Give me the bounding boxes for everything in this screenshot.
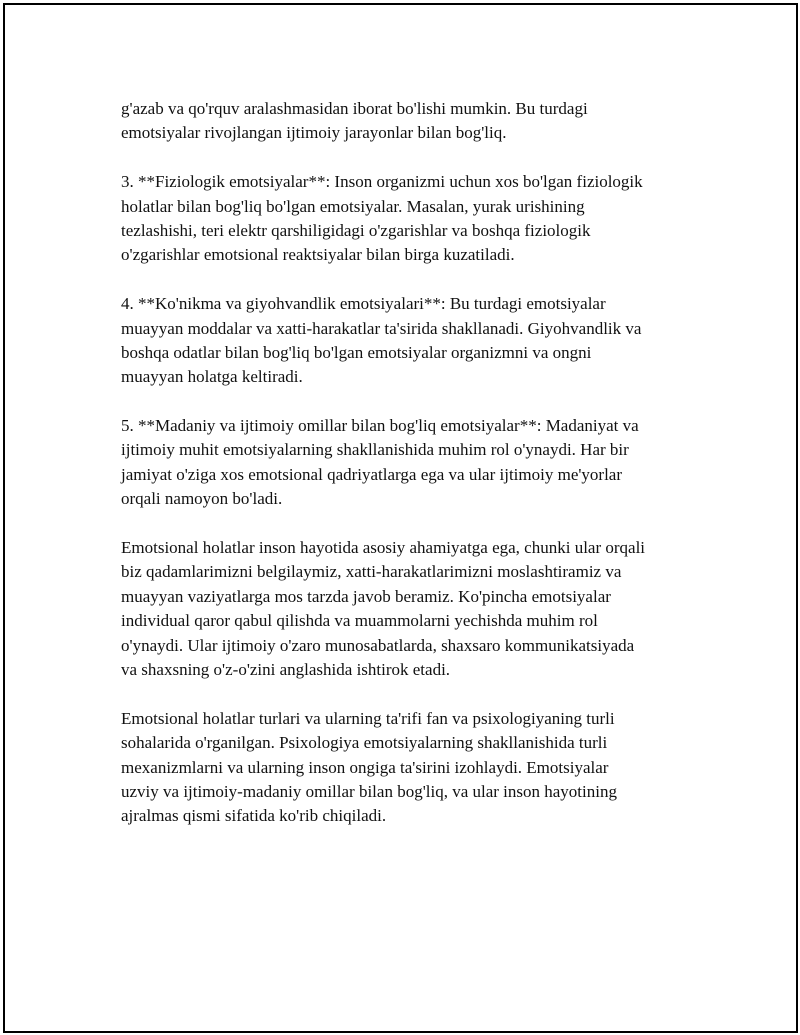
text-line: tezlashishi, teri elektr qarshiligidagi o'zgarishlar va boshqa fiziologik	[121, 220, 591, 240]
text-line: muayyan moddalar va xatti-harakatlar ta'sirida shakllanadi. Giyohvandlik va	[121, 318, 642, 338]
text-line: o'ynaydi. Ular ijtimoiy o'zaro munosabatlarda, shaxsaro kommunikatsiyada	[121, 635, 635, 655]
text-line: orqali namoyon bo'ladi.	[121, 489, 283, 509]
text-line: va shaxsning o'z-o'zini anglashida ishtirok etadi.	[121, 659, 451, 679]
text-line: Emotsional holatlar turlari va ularning ta'rifi fan va psixologiyaning turli	[121, 708, 615, 728]
text-line: holatlar bilan bog'liq bo'lgan emotsiyalar. Masalan, yurak urishining	[121, 196, 585, 216]
text-line: o'zgarishlar emotsional reaktsiyalar bilan birga kuzatiladi.	[121, 245, 515, 265]
paragraph-conclusion	[121, 707, 701, 829]
text-line: mexanizmlarni va ularning inson ongiga ta'sirini izohlaydi. Emotsiyalar	[121, 757, 609, 777]
text-line: ijtimoiy muhit emotsiyalarning shakllanishida muhim rol o'ynaydi. Har bir	[121, 440, 629, 460]
text-line: boshqa odatlar bilan bog'liq bo'lgan emotsiyalar organizmni va ongni	[121, 342, 592, 362]
text-line: biz qadamlarimizni belgilaymiz, xatti-harakatlarimizni moslashtiramiz va	[121, 562, 622, 582]
paragraph-importance	[121, 536, 701, 682]
text-line: emotsiyalar rivojlangan ijtimoiy jarayonlar bilan bog'liq.	[121, 123, 507, 143]
document-body	[121, 97, 701, 853]
text-line: g'azab va qo'rquv aralashmasidan iborat bo'lishi mumkin. Bu turdagi	[121, 99, 588, 118]
paragraph-item-4	[121, 292, 701, 390]
text-line: jamiyat o'ziga xos emotsional qadriyatlarga ega va ular ijtimoiy me'yorlar	[121, 464, 623, 484]
paragraph-item-5	[121, 414, 701, 512]
text-line: 3. **Fiziologik emotsiyalar**: Inson organizmi uchun xos bo'lgan fiziologik	[121, 172, 643, 192]
paragraph-continuation	[121, 97, 701, 146]
text-line: individual qaror qabul qilishda va muammolarni yechishda muhim rol	[121, 611, 598, 631]
text-line: muayyan vaziyatlarga mos tarzda javob beramiz. Ko'pincha emotsiyalar	[121, 586, 611, 606]
text-line: Emotsional holatlar inson hayotida asosiy ahamiyatga ega, chunki ular orqali	[121, 538, 646, 558]
text-line: uzviy va ijtimoiy-madaniy omillar bilan bog'liq, va ular inson hayotining	[121, 781, 617, 801]
text-line: 5. **Madaniy va ijtimoiy omillar bilan bog'liq emotsiyalar**: Madaniyat va	[121, 416, 639, 436]
text-line: 4. **Ko'nikma va giyohvandlik emotsiyalari**: Bu turdagi emotsiyalar	[121, 294, 606, 314]
text-line: sohalarida o'rganilgan. Psixologiya emotsiyalarning shakllanishida turli	[121, 733, 608, 753]
text-line: muayyan holatga keltiradi.	[121, 367, 303, 387]
page-frame	[3, 3, 798, 1033]
paragraph-item-3	[121, 170, 701, 268]
text-line: ajralmas qismi sifatida ko'rib chiqiladi.	[121, 806, 387, 826]
